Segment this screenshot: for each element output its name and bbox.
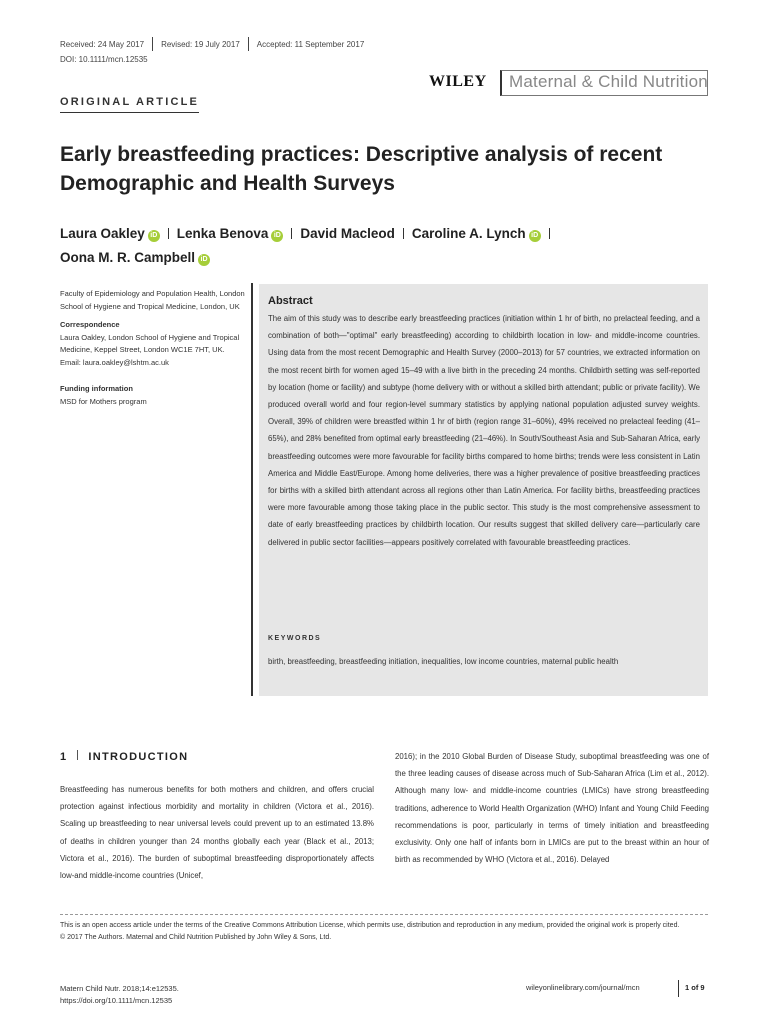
citation: Matern Child Nutr. 2018;14:e12535. — [60, 984, 179, 993]
abstract-heading: Abstract — [268, 295, 313, 307]
section-title: INTRODUCTION — [88, 751, 189, 763]
author-divider — [291, 228, 292, 239]
author-name[interactable]: Lenka Benova — [176, 226, 269, 241]
correspondence-email[interactable]: Email: laura.oakley@lshtm.ac.uk — [60, 357, 169, 367]
section-divider — [77, 750, 78, 760]
revised-date: Revised: 19 July 2017 — [161, 39, 240, 49]
journal-website-link[interactable]: wileyonlinelibrary.com/journal/mcn — [526, 983, 640, 992]
correspondence-label: Correspondence — [60, 320, 120, 329]
sidebar-divider — [251, 283, 253, 696]
funding-label: Funding information — [60, 384, 133, 393]
footer-divider — [678, 980, 679, 997]
author-list — [60, 222, 700, 270]
author-name[interactable]: Oona M. R. Campbell — [60, 250, 196, 265]
doi-link[interactable]: https://doi.org/10.1111/mcn.12535 — [60, 996, 173, 1005]
article-title: Early breastfeeding practices: Descriptive analysis of recent Demographic and Health Surveys — [60, 143, 663, 195]
received-date: Received: 24 May 2017 — [60, 39, 145, 49]
article-info-sidebar — [60, 288, 245, 408]
page-number: 1 of 9 — [685, 983, 705, 992]
orcid-icon[interactable]: iD — [529, 230, 541, 242]
footnote-divider — [60, 914, 708, 915]
affiliation: Faculty of Epidemiology and Population Health, London School of Hygiene and Tropical Medicine, London, UK — [60, 289, 245, 311]
author-divider — [549, 228, 550, 239]
date-divider — [152, 37, 153, 51]
date-divider — [248, 37, 249, 51]
abstract-text: The aim of this study was to describe early breastfeeding practices (initiation within 1 hr of birth, no prelacteal feeding, and a combination of both—"optimal" early breastfeeding) according to childbirth location in low- and middle-income countries. Using data from the most recent Demographic and Health Survey (2000–2013) for 57 countries, we extracted information on the most recent birth for women aged 15–49 with a live birth in the preceding 24 months. Childbirth setting was self-reported by location (home or facility) and subtype (home delivery with or without a skilled birth attendant; public or private facility). We produced overall world and four region-level summary statistics by applying national population adjusted survey weights. Overall, 39% of children were breastfed within 1 hr of birth (region range 31–60%), 49% received no prelacteal feeding (41–65%), and 28% benefited from optimal early breastfeeding (21–46%). In South/Southeast Asia and Sub-Saharan Africa, early breastfeeding outcomes were more favourable for facility births compared to home births; trends were less consistent in Latin America and Middle East/Europe. Among home deliveries, there was a higher prevalence of positive breastfeeding practices for births with a skilled birth attendant across all regions other than Latin America. For facility births, breastfeeding practices were more favourable among those taking place in the public sector. This study is the most comprehensive assessment to date of early breastfeeding practices by childbirth location. Our results suggest that skilled delivery care—particularly care delivered in public sector facilities—appears positively correlated with favourable breastfeeding practices. — [268, 314, 700, 547]
footer-citation — [60, 983, 179, 1007]
accepted-date: Accepted: 11 September 2017 — [256, 39, 365, 49]
publisher-logo: WILEY — [429, 73, 487, 90]
orcid-icon[interactable]: iD — [198, 254, 210, 266]
keywords-list: birth, breastfeeding, breastfeeding initiation, inequalities, low income countries, maternal public health — [268, 657, 619, 666]
keywords-heading: KEYWORDS — [268, 635, 322, 642]
author-name[interactable]: Laura Oakley — [60, 226, 145, 241]
section-number: 1 — [60, 751, 68, 763]
journal-name: Maternal & Child Nutrition — [509, 72, 708, 91]
author-divider — [403, 228, 404, 239]
section-heading — [60, 750, 188, 763]
article-dates — [60, 37, 364, 51]
doi: DOI: 10.1111/mcn.12535 — [60, 55, 148, 64]
intro-text-left-column: Breastfeeding has numerous benefits for both mothers and children, and offers crucial protection against infectious morbidity and mortality in children (Victora et al., 2016). Scaling up breastfeeding to near universal levels could prevent up to an estimated 13.8% of deaths in children younger than 24 months globally each year (Black et al., 2013; Victora et al., 2016). The burden of suboptimal breastfeeding disproportionately affects low-and middle-income countries (Unicef, — [60, 785, 374, 881]
correspondence-address: Laura Oakley, London School of Hygiene and Tropical Medicine, Keppel Street, London WC1E 7HT, UK. — [60, 332, 240, 354]
copyright-text: © 2017 The Authors. Maternal and Child Nutrition Published by John Wiley & Sons, Ltd. — [60, 934, 332, 941]
license-note — [60, 920, 710, 944]
author-divider — [168, 228, 169, 239]
article-type: ORIGINAL ARTICLE — [60, 96, 199, 113]
author-name[interactable]: Caroline A. Lynch — [411, 226, 526, 241]
intro-text-right-column: 2016); in the 2010 Global Burden of Disease Study, suboptimal breastfeeding was one of the three leading causes of disease across much of Sub-Saharan Africa (Lim et al., 2012). Although many low- and middle-income countries (LMICs) have strong breastfeeding traditions, adherence to World Health Organization (WHO) Infant and Young Child Feeding recommendations is poor, particularly in terms of timely initiation and breastfeeding exclusivity. Only one half of infants born in LMICs are put to the breast within an hour of birth as recommended by WHO (Victora et al., 2016). Delayed — [395, 752, 709, 865]
license-text: This is an open access article under the terms of the Creative Commons Attribution License, which permits use, distribution and reproduction in any medium, provided the original work is properly cited. — [60, 922, 680, 929]
orcid-icon[interactable]: iD — [148, 230, 160, 242]
orcid-icon[interactable]: iD — [271, 230, 283, 242]
funding-info: MSD for Mothers program — [60, 396, 147, 406]
author-name[interactable]: David Macleod — [300, 226, 395, 241]
